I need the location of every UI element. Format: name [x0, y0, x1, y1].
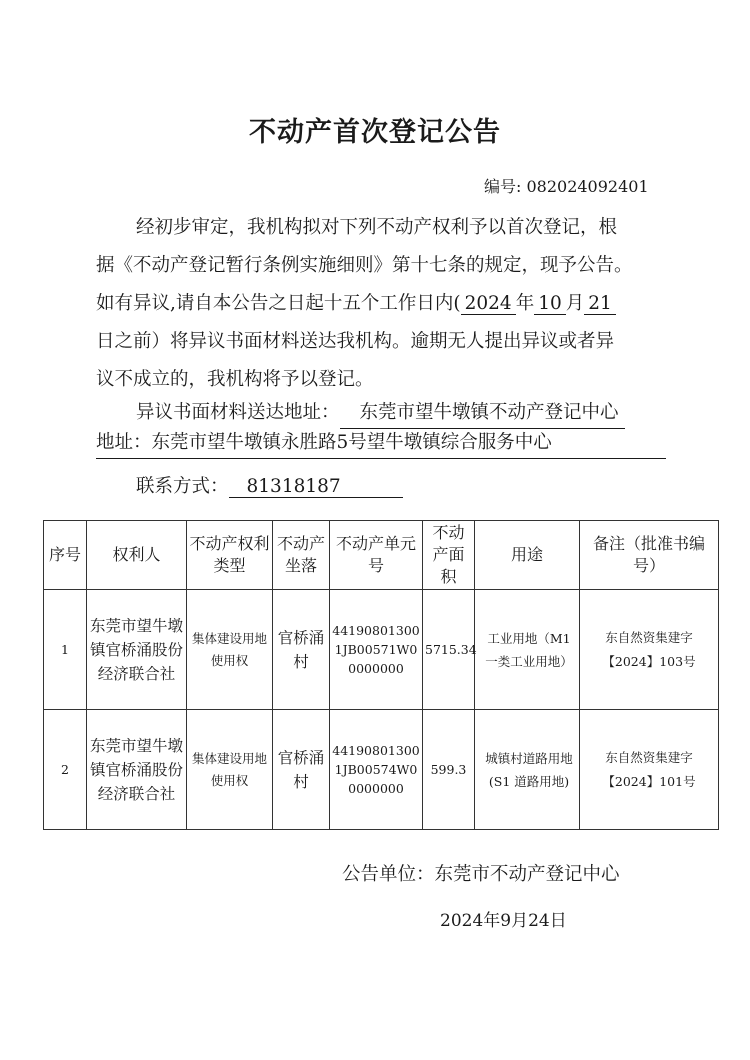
cell-use: 城镇村道路用地(S1 道路用地): [475, 710, 580, 830]
issuing-unit: 公告单位：东莞市不动产登记中心: [342, 864, 620, 885]
cell-unit-number: 441908013001JB00571W00000000: [330, 590, 423, 710]
header-holder: 权利人: [87, 521, 187, 590]
cell-seq: 1: [44, 590, 87, 710]
body-line-3-text: 如有异议,请自本公告之日起十五个工作日内(: [96, 293, 461, 314]
body-line-4: 日之前）将异议书面材料送达我机构。逾期无人提出异议或者异: [96, 331, 615, 352]
deadline-month-unit: 月: [565, 293, 585, 314]
cell-location: 官桥涌村: [273, 710, 330, 830]
document-title: 不动产首次登记公告: [249, 117, 501, 148]
cell-holder: 东莞市望牛墩镇官桥涌股份经济联合社: [87, 710, 187, 830]
header-seq: 序号: [44, 521, 87, 590]
table-header-row: [44, 521, 719, 590]
deadline-year: 2024: [461, 293, 516, 315]
registration-table: [43, 520, 719, 830]
header-note: 备注（批准书编号）: [580, 521, 719, 590]
document-number: 编号: 082024092401: [484, 177, 649, 196]
objection-address-value: 东莞市望牛墩镇不动产登记中心: [340, 398, 625, 429]
deadline-month: 10: [534, 293, 566, 315]
cell-note: 东自然资集建字【2024】101号: [580, 710, 719, 830]
cell-note: 东自然资集建字【2024】103号: [580, 590, 719, 710]
cell-type: 集体建设用地使用权: [187, 590, 273, 710]
header-area: 不动产面积: [423, 521, 475, 590]
cell-location: 官桥涌村: [273, 590, 330, 710]
objection-address-line: [96, 398, 696, 428]
contact-label: 联系方式：: [136, 476, 229, 497]
header-unit: 不动产单元号: [330, 521, 423, 590]
header-use: 用途: [475, 521, 580, 590]
header-location: 不动产坐落: [273, 521, 330, 590]
body-line-1: 经初步审定，我机构拟对下列不动产权利予以首次登记，根: [136, 217, 618, 238]
contact-phone: 81318187: [229, 476, 403, 498]
objection-address-block: [96, 398, 696, 458]
cell-area: 5715.34: [423, 590, 475, 710]
address-line-2: [96, 428, 696, 458]
table-row: [44, 590, 719, 710]
cell-type: 集体建设用地使用权: [187, 710, 273, 830]
deadline-day: 21: [584, 293, 616, 315]
deadline-year-unit: 年: [515, 293, 535, 314]
cell-unit-number: 441908013001JB00574W00000000: [330, 710, 423, 830]
body-line-2: 据《不动产登记暂行条例实施细则》第十七条的规定，现予公告。: [96, 255, 633, 276]
cell-seq: 2: [44, 710, 87, 830]
body-line-3: [96, 285, 686, 323]
body-paragraph: [96, 209, 686, 399]
table-row: [44, 710, 719, 830]
cell-use: 工业用地（M1 一类工业用地）: [475, 590, 580, 710]
cell-holder: 东莞市望牛墩镇官桥涌股份经济联合社: [87, 590, 187, 710]
cell-area: 599.3: [423, 710, 475, 830]
body-line-5: 议不成立的，我机构将予以登记。: [96, 369, 374, 390]
issue-date: 2024年9月24日: [440, 911, 567, 931]
objection-address-label: 异议书面材料送达地址：: [136, 402, 340, 423]
header-type: 不动产权利类型: [187, 521, 273, 590]
address-detail: 地址：东莞市望牛墩镇永胜路5号望牛墩镇综合服务中心: [96, 428, 666, 459]
contact-line: [136, 472, 403, 498]
